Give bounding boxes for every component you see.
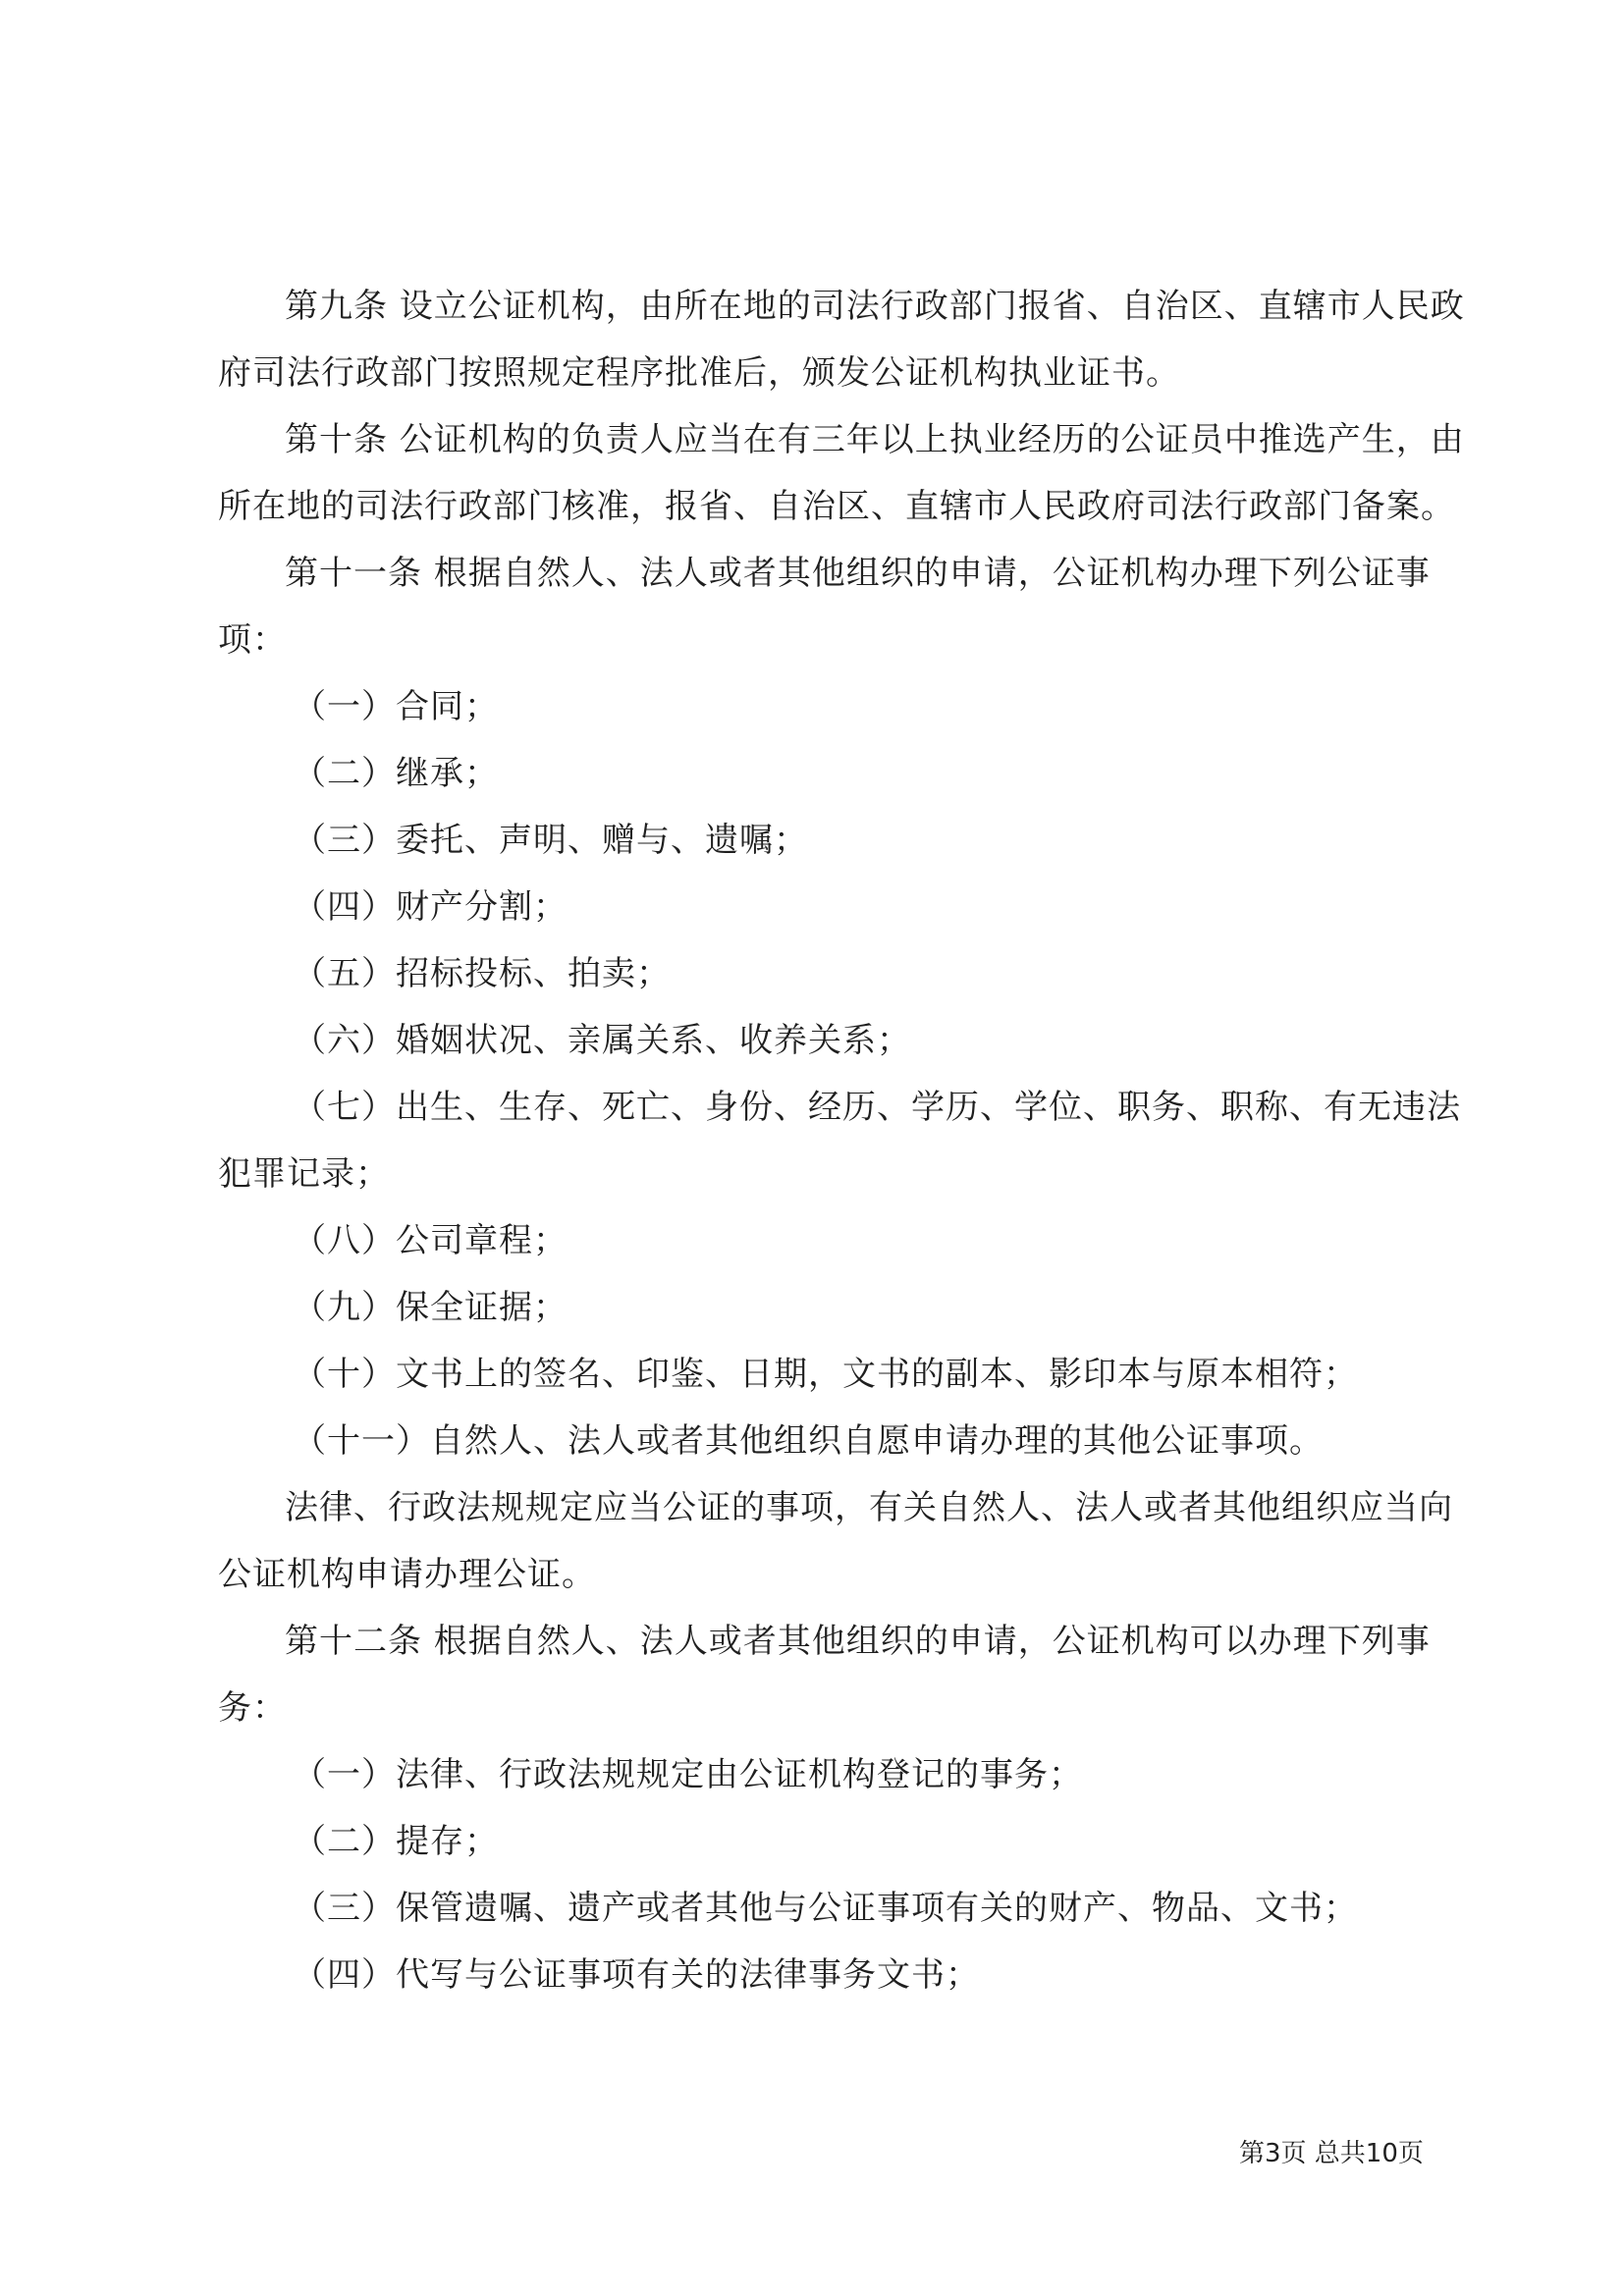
list-item-line: （二）继承； — [293, 754, 499, 793]
paragraph-line: 第十二条 根据自然人、法人或者其他组织的申请，公证机构可以办理下列事 — [285, 1622, 1431, 1661]
list-item-line: （三）委托、声明、赠与、遗嘱； — [293, 821, 808, 860]
paragraph-line: 第十一条 根据自然人、法人或者其他组织的申请，公证机构办理下列公证事 — [285, 554, 1431, 593]
list-item-line: （十）文书上的签名、印鉴、日期，文书的副本、影印本与原本相符； — [293, 1355, 1358, 1394]
list-item-line: （一）合同； — [293, 687, 499, 726]
paragraph-line: 法律、行政法规规定应当公证的事项，有关自然人、法人或者其他组织应当向 — [285, 1488, 1453, 1527]
paragraph-line: 第十条 公证机构的负责人应当在有三年以上执业经历的公证员中推选产生，由 — [285, 420, 1465, 459]
list-item-line: （三）保管遗嘱、遗产或者其他与公证事项有关的财产、物品、文书； — [293, 1889, 1358, 1928]
list-item-line: （六）婚姻状况、亲属关系、收养关系； — [293, 1021, 911, 1060]
paragraph-line: 务： — [218, 1688, 287, 1728]
paragraph-line: 第九条 设立公证机构，由所在地的司法行政部门报省、自治区、直辖市人民政 — [285, 287, 1465, 326]
list-item-line: （八）公司章程； — [293, 1221, 568, 1260]
list-item-line: （四）财产分割； — [293, 887, 568, 927]
page-footer: 第3页 总共10页 — [1239, 2139, 1424, 2168]
list-item-line: （四）代写与公证事项有关的法律事务文书； — [293, 1955, 980, 1995]
list-item-line: （二）提存； — [293, 1822, 499, 1861]
paragraph-line: 公证机构申请办理公证。 — [218, 1555, 596, 1594]
list-item-line: （七）出生、生存、死亡、身份、经历、学历、学位、职务、职称、有无违法 — [293, 1088, 1461, 1127]
paragraph-line: 所在地的司法行政部门核准，报省、自治区、直辖市人民政府司法行政部门备案。 — [218, 487, 1455, 526]
list-item-line: （五）招标投标、拍卖； — [293, 954, 671, 993]
list-item-line: （九）保全证据； — [293, 1288, 568, 1327]
paragraph-line: 府司法行政部门按照规定程序批准后，颁发公证机构执业证书。 — [218, 353, 1180, 393]
list-item-line: （一）法律、行政法规规定由公证机构登记的事务； — [293, 1755, 1083, 1794]
list-item-line: （十一）自然人、法人或者其他组织自愿申请办理的其他公证事项。 — [293, 1421, 1324, 1461]
paragraph-line: 犯罪记录； — [218, 1154, 390, 1194]
paragraph-line: 项： — [218, 620, 287, 660]
document-body — [218, 273, 1465, 2008]
